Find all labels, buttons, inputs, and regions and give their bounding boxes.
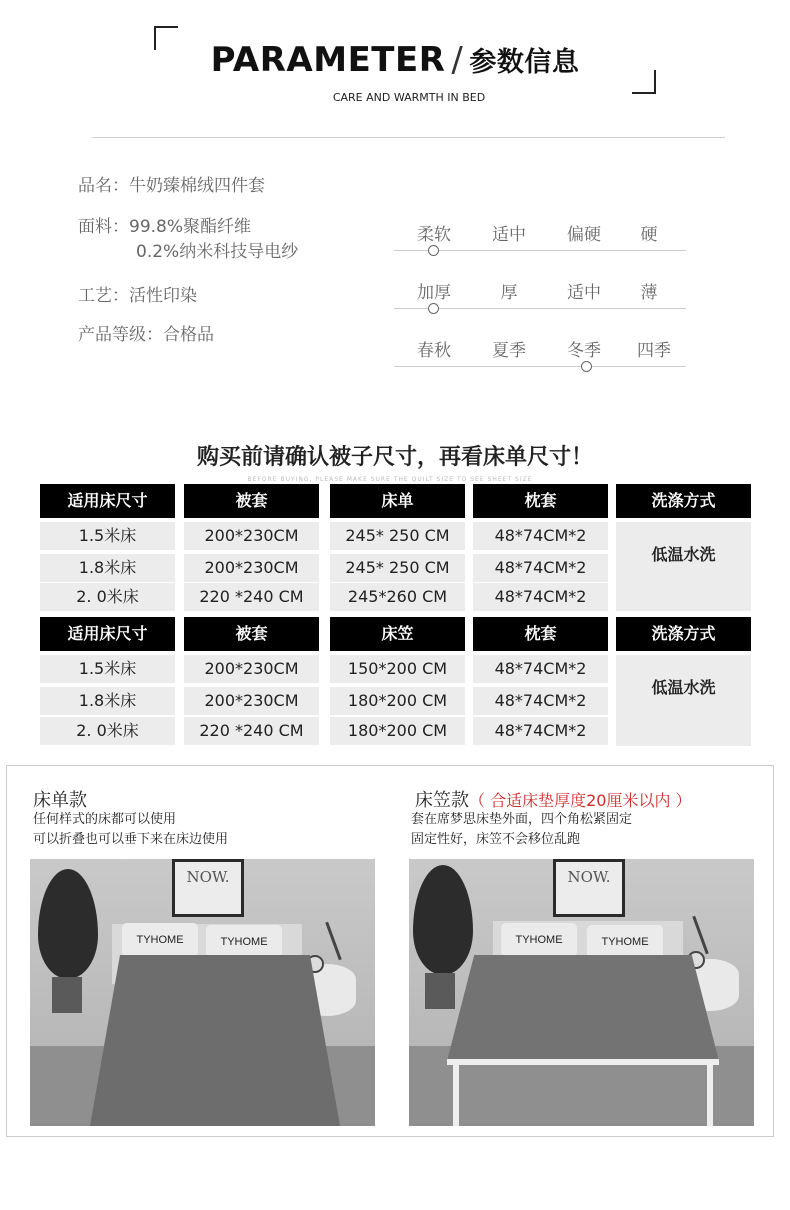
wall-frame	[172, 859, 244, 917]
scale-marker	[428, 245, 439, 256]
fitted-sheet-title-text: 床笠款	[415, 790, 469, 811]
pillow: TYHOME	[206, 925, 282, 959]
table-header: 床笠	[330, 617, 465, 651]
table-cell: 1.5米床	[40, 522, 175, 550]
scale-label: 冬季	[567, 341, 601, 361]
wall-frame	[553, 859, 625, 917]
table-cell: 245* 250 CM	[330, 522, 465, 550]
flat-sheet-desc-line: 任何样式的床都可以使用	[33, 812, 177, 827]
page-subtitle: CARE AND WARMTH IN BED	[332, 91, 486, 104]
divider	[92, 137, 725, 138]
param-grade: 产品等级：合格品	[78, 325, 214, 345]
param-fabric-line-2: 0.2%纳米科技导电纱	[136, 242, 299, 262]
wash-method-cell	[616, 655, 751, 746]
flat-sheet-bed	[90, 955, 340, 1126]
table-header: 被套	[184, 484, 319, 518]
scale-label: 加厚	[417, 283, 451, 303]
table-cell: 1.8米床	[40, 687, 175, 715]
wash-method-text: 低温水洗	[651, 678, 716, 697]
fitted-sheet-desc-line: 固定性好，床笠不会移位乱跑	[411, 832, 581, 847]
scale-track	[394, 366, 686, 367]
param-fabric-line-1: 面料：99.8%聚酯纤维	[78, 217, 252, 237]
table-cell: 1.5米床	[40, 655, 175, 683]
frame-text: NOW.	[567, 868, 611, 886]
table-cell: 180*200 CM	[330, 687, 465, 715]
table-header: 适用床尺寸	[40, 484, 175, 518]
table-cell: 200*230CM	[184, 522, 319, 550]
fitted-sheet-title	[415, 786, 692, 812]
scale-label: 四季	[637, 341, 671, 361]
table-header: 适用床尺寸	[40, 617, 175, 651]
scale-label: 偏硬	[567, 225, 601, 245]
flat-sheet-photo	[30, 859, 375, 1126]
pillow: TYHOME	[501, 923, 577, 957]
title-slash: /	[451, 40, 464, 80]
wash-method-cell	[616, 522, 751, 611]
fitted-sheet-photo	[409, 859, 754, 1126]
table-header: 床单	[330, 484, 465, 518]
scale-softness	[394, 220, 686, 270]
pillow: TYHOME	[122, 923, 198, 957]
table-header: 枕套	[473, 617, 608, 651]
flat-sheet-title: 床单款	[33, 790, 87, 811]
table-cell: 48*74CM*2	[473, 687, 608, 715]
table-cell: 245* 250 CM	[330, 554, 465, 582]
fitted-sheet-note: （ 合适床垫厚度20厘米以内 ）	[469, 791, 692, 810]
table-cell: 48*74CM*2	[473, 583, 608, 611]
size-caption: BEFORE BUYING, PLEASE MAKE SURE THE QUILT SIZE TO SEE SHEET SIZE	[247, 476, 533, 483]
title-en: PARAMETER	[210, 40, 446, 80]
table-cell: 150*200 CM	[330, 655, 465, 683]
table-header: 枕套	[473, 484, 608, 518]
fitted-sheet-bed	[447, 955, 719, 1061]
bed-frame-rail	[447, 1059, 719, 1065]
table-cell: 2. 0米床	[40, 583, 175, 611]
table-cell: 180*200 CM	[330, 717, 465, 745]
bed-leg	[453, 1065, 459, 1126]
scale-label: 薄	[640, 283, 658, 303]
size-heading: 购买前请确认被子尺寸，再看床单尺寸！	[196, 445, 593, 470]
scale-label: 春秋	[417, 341, 451, 361]
table-cell: 48*74CM*2	[473, 522, 608, 550]
table-cell: 200*230CM	[184, 554, 319, 582]
param-name: 品名：牛奶臻棉绒四件套	[78, 176, 265, 196]
title-cn: 参数信息	[469, 47, 580, 78]
table-cell: 48*74CM*2	[473, 717, 608, 745]
pot-icon	[425, 973, 455, 1009]
table-header: 洗涤方式	[616, 484, 751, 518]
pot-icon	[52, 977, 82, 1013]
scale-season	[394, 336, 686, 386]
table-cell: 220 *240 CM	[184, 717, 319, 745]
table-cell: 48*74CM*2	[473, 554, 608, 582]
param-fabric	[78, 215, 298, 265]
pillow: TYHOME	[587, 925, 663, 959]
scale-label: 硬	[640, 225, 658, 245]
table-cell: 2. 0米床	[40, 717, 175, 745]
scale-label: 夏季	[492, 341, 526, 361]
table-header: 洗涤方式	[616, 617, 751, 651]
table-cell: 200*230CM	[184, 687, 319, 715]
fitted-sheet-desc-line: 套在席梦思床垫外面，四个角松紧固定	[411, 812, 633, 827]
frame-text: NOW.	[186, 868, 230, 886]
scale-label: 适中	[492, 225, 526, 245]
flat-sheet-desc	[33, 810, 228, 850]
param-craft: 工艺：活性印染	[78, 286, 197, 306]
table-cell: 1.8米床	[40, 554, 175, 582]
table-header: 被套	[184, 617, 319, 651]
scale-thickness	[394, 278, 686, 328]
scale-label: 厚	[500, 283, 518, 303]
scale-label: 柔软	[417, 225, 451, 245]
table-cell: 245*260 CM	[330, 583, 465, 611]
scale-label: 适中	[567, 283, 601, 303]
scale-marker	[428, 303, 439, 314]
flat-sheet-desc-line: 可以折叠也可以垂下来在床边使用	[33, 832, 229, 847]
scale-marker	[581, 361, 592, 372]
fitted-sheet-desc	[411, 810, 632, 850]
wash-method-text: 低温水洗	[651, 545, 716, 564]
table-cell: 200*230CM	[184, 655, 319, 683]
page-title	[0, 40, 790, 80]
bed-leg	[707, 1065, 713, 1126]
table-cell: 48*74CM*2	[473, 655, 608, 683]
table-cell: 220 *240 CM	[184, 583, 319, 611]
